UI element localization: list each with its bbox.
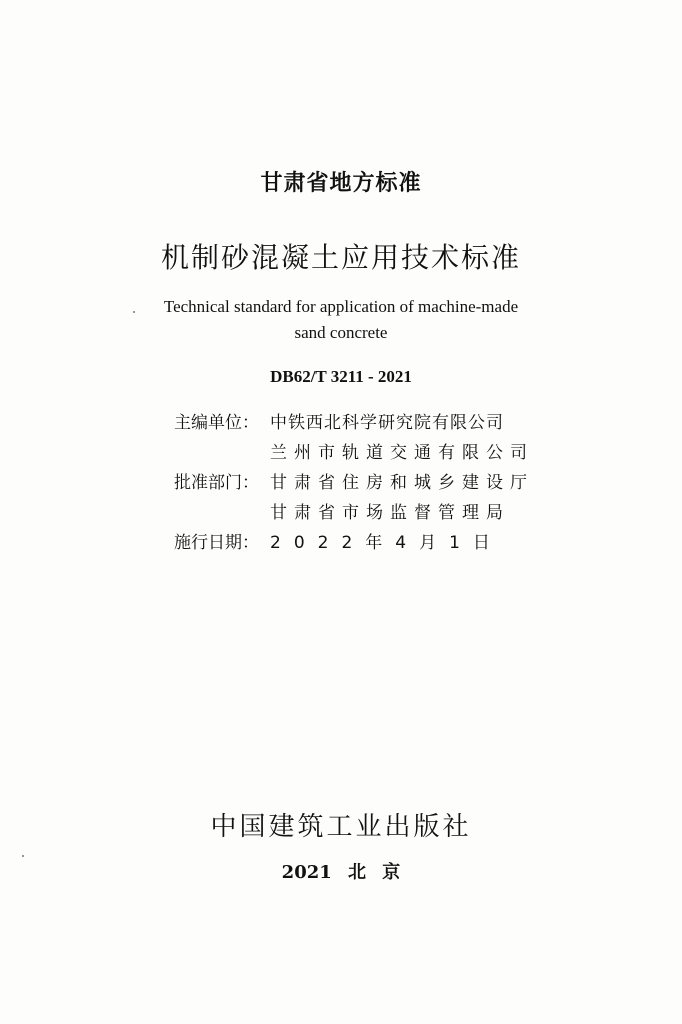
approval-row-2 bbox=[174, 498, 554, 528]
approval-dept-2: 甘肃省市场监督管理局 bbox=[270, 503, 510, 523]
publication-year-place: 2021 北 京 bbox=[281, 862, 401, 883]
chief-editor-1: 中铁西北科学研究院有限公司 bbox=[270, 413, 504, 433]
standard-title-english bbox=[0, 294, 682, 346]
chief-editor-label: 主编单位： bbox=[174, 413, 259, 433]
scan-speck bbox=[133, 311, 135, 313]
standard-code: DB62/T 3211 - 2021 bbox=[270, 367, 412, 386]
publisher-name: 中国建筑工业出版社 bbox=[210, 812, 472, 842]
approval-dept-1: 甘肃省住房和城乡建设厅 bbox=[270, 473, 534, 493]
standard-info-block bbox=[174, 408, 554, 558]
effective-date-row bbox=[174, 528, 554, 558]
standard-title-chinese: 机制砂混凝土应用技术标准 bbox=[160, 241, 521, 274]
chief-editor-2: 兰州市轨道交通有限公司 bbox=[270, 443, 534, 463]
approval-row bbox=[174, 468, 554, 498]
chief-editor-row bbox=[174, 408, 554, 438]
approval-label: 批准部门： bbox=[174, 473, 259, 493]
english-title-line-2: sand concrete bbox=[294, 323, 388, 342]
province-standard-heading: 甘肃省地方标准 bbox=[260, 171, 422, 196]
effective-date-value: 2022年4月1日 bbox=[270, 533, 503, 553]
chief-editor-row-2 bbox=[174, 438, 554, 468]
empty-label bbox=[174, 498, 270, 528]
scan-speck bbox=[22, 855, 24, 857]
effective-date-label: 施行日期： bbox=[174, 533, 259, 553]
empty-label bbox=[174, 438, 270, 468]
english-title-line-1: Technical standard for application of machine-made bbox=[163, 297, 519, 316]
